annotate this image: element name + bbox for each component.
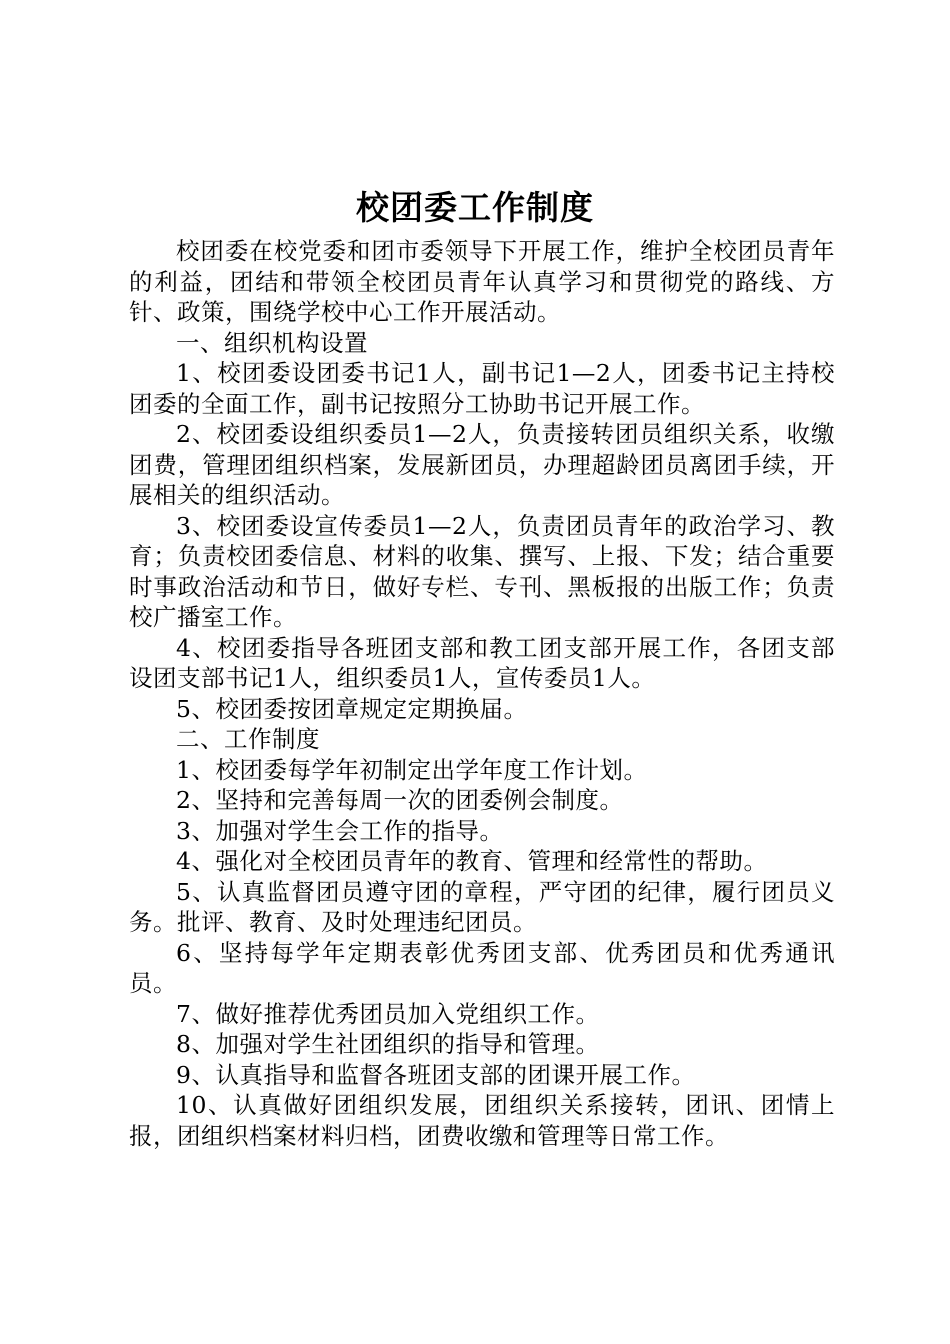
org-item-5: 5、校团委按团章规定定期换届。 [176, 694, 528, 723]
work-item-7: 7、做好推荐优秀团员加入党组织工作。 [176, 999, 600, 1028]
work-item-1: 1、校团委每学年初制定出学年度工作计划。 [176, 755, 648, 784]
intro-paragraph: 校团委在校党委和团市委领导下开展工作，维护全校团员青年的利益，团结和带领全校团员青年认真学习和贯彻党的路线、方针、政策，围绕学校中心工作开展活动。 [129, 237, 835, 326]
org-item-1: 1、校团委设团委书记1人，副书记1—2人，团委书记主持校团委的全面工作，副书记按照分工协助书记开展工作。 [129, 359, 835, 418]
document-title: 校团委工作制度 [356, 188, 594, 227]
work-item-3: 3、加强对学生会工作的指导。 [176, 816, 504, 845]
work-item-9: 9、认真指导和监督各班团支部的团课开展工作。 [176, 1060, 696, 1089]
org-item-4: 4、校团委指导各班团支部和教工团支部开展工作，各团支部设团支部书记1人，组织委员1人，宣传委员1人。 [129, 633, 835, 692]
work-item-2: 2、坚持和完善每周一次的团委例会制度。 [176, 786, 624, 814]
org-item-2: 2、校团委设组织委员1—2人，负责接转团员组织关系，收缴团费，管理团组织档案，发展新团员，办理超龄团员离团手续，开展相关的组织活动。 [129, 420, 835, 509]
section-heading-work-system: 二、工作制度 [176, 725, 320, 753]
section-heading-organization: 一、组织机构设置 [176, 328, 368, 357]
org-item-3: 3、校团委设宣传委员1—2人，负责团员青年的政治学习、教育；负责校团委信息、材料的收集、撰写、上报、下发；结合重要时事政治活动和节日，做好专栏、专刊、黑板报的出版工作；负责校广播室工作。 [129, 511, 835, 631]
work-item-4: 4、强化对全校团员青年的教育、管理和经常性的帮助。 [176, 847, 768, 875]
work-item-5: 5、认真监督团员遵守团的章程，严守团的纪律，履行团员义务。批评、教育、及时处理违纪团员。 [129, 877, 835, 936]
work-item-6: 6、坚持每学年定期表彰优秀团支部、优秀团员和优秀通讯员。 [129, 938, 835, 997]
work-item-8: 8、加强对学生社团组织的指导和管理。 [176, 1030, 600, 1058]
document-body [129, 236, 835, 1151]
work-item-10: 10、认真做好团组织发展，团组织关系接转，团讯、团情上报，团组织档案材料归档，团费收缴和管理等日常工作。 [129, 1091, 835, 1150]
